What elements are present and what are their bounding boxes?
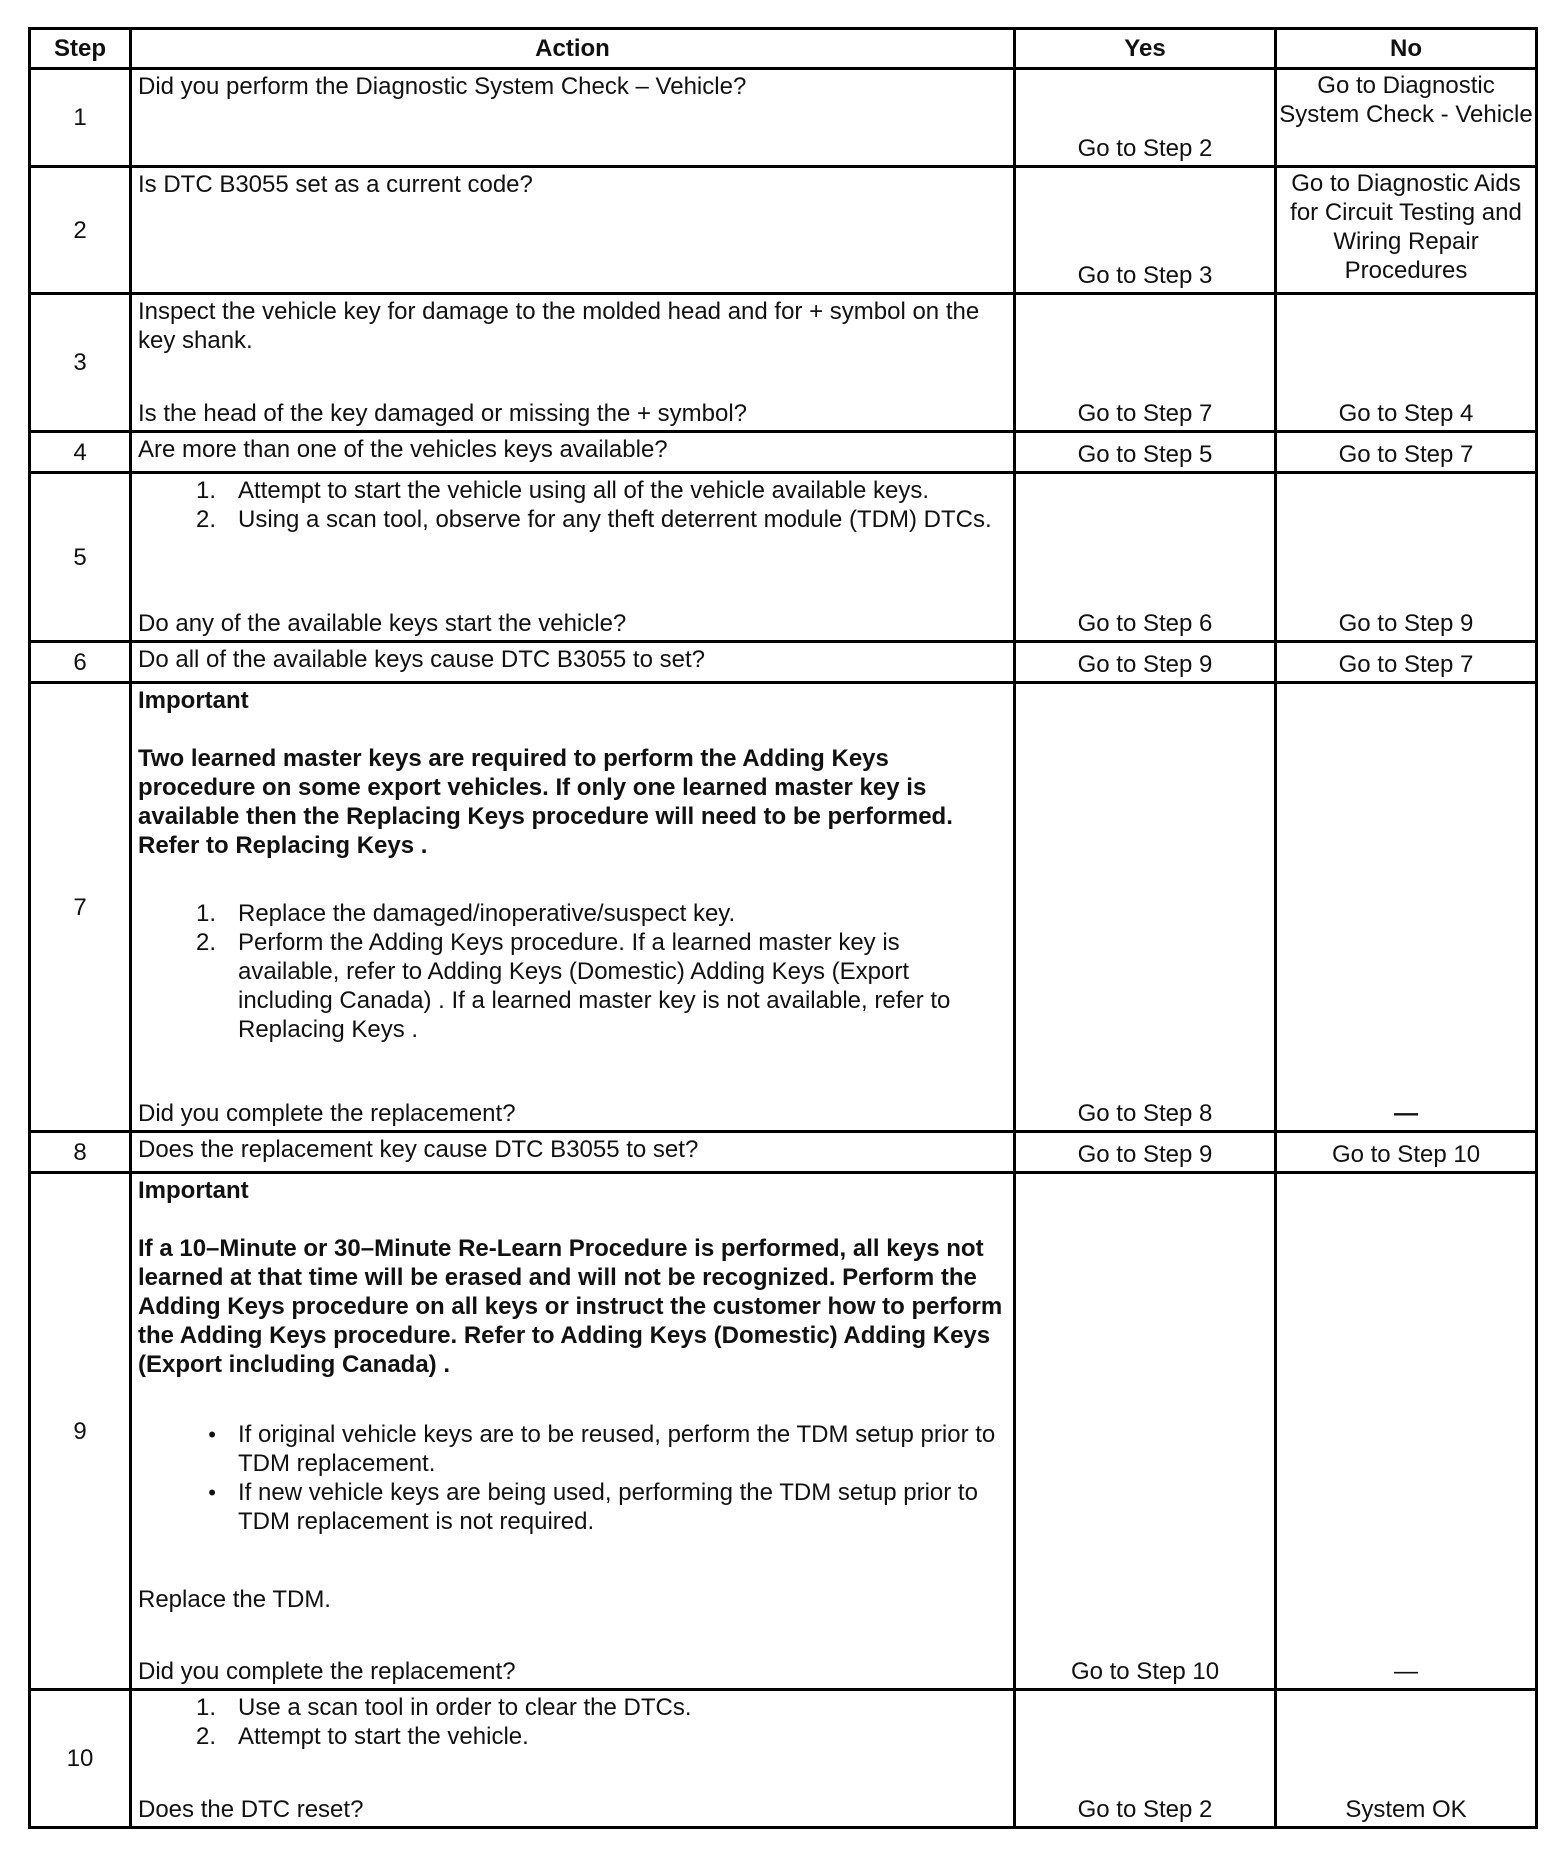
list-item: • If new vehicle keys are being used, performing the TDM setup prior to TDM replacement is not required. [208,1479,978,1535]
step-number: 2 [30,167,131,294]
table-row [30,294,1537,432]
table-row [30,69,1537,167]
action-cell [131,1690,1015,1828]
no-outcome: Go to Step 9 [1276,473,1537,642]
step-number: 1 [30,69,131,167]
procedure-list [138,899,1007,1044]
action-cell [131,1173,1015,1690]
no-outcome: — [1276,683,1537,1132]
yes-outcome: Go to Step 8 [1015,683,1276,1132]
table-row [30,473,1537,642]
no-outcome: Go to Step 7 [1276,432,1537,473]
action-cell [131,1132,1015,1173]
table-row [30,1132,1537,1173]
list-item: 2. Using a scan tool, observe for any theft deterrent module (TDM) DTCs. [195,506,992,533]
list-item: 1. Use a scan tool in order to clear the DTCs. [195,1694,692,1721]
question-text: Is the head of the key damaged or missing the + symbol? [138,400,748,427]
no-outcome: Go to Diagnostic System Check - Vehicle [1276,69,1537,167]
action-cell [131,642,1015,683]
important-label: Important [138,687,249,714]
step-number: 9 [30,1173,131,1690]
question-text: Did you complete the replacement? [138,1658,516,1685]
question-text: Is DTC B3055 set as a current code? [138,171,533,198]
procedure-list [138,1693,1007,1751]
list-item: • If original vehicle keys are to be reused, perform the TDM setup prior to TDM replacement. [208,1421,996,1477]
question-text: Did you complete the replacement? [138,1100,516,1127]
procedure-list [138,476,1007,534]
step-number: 10 [30,1690,131,1828]
yes-outcome: Go to Step 9 [1015,642,1276,683]
step-number: 7 [30,683,131,1132]
header-step: Step [30,29,131,69]
yes-outcome: Go to Step 6 [1015,473,1276,642]
question-text: Does the DTC reset? [138,1796,364,1823]
yes-outcome: Go to Step 2 [1015,69,1276,167]
action-cell [131,432,1015,473]
important-label: Important [138,1177,249,1204]
step-number: 8 [30,1132,131,1173]
table-row [30,167,1537,294]
yes-outcome: Go to Step 2 [1015,1690,1276,1828]
instruction-text: Inspect the vehicle key for damage to the molded head and for + symbol on the key shank. [138,298,980,354]
table-row [30,1690,1537,1828]
yes-outcome: Go to Step 10 [1015,1173,1276,1690]
question-text: Do any of the available keys start the vehicle? [138,610,627,637]
diagnostic-table [28,27,1538,1829]
table-row [30,642,1537,683]
list-item: 2. Attempt to start the vehicle. [195,1723,529,1750]
header-yes: Yes [1015,29,1276,69]
step-number: 3 [30,294,131,432]
action-cell [131,473,1015,642]
no-outcome: — [1276,1173,1537,1690]
step-number: 4 [30,432,131,473]
no-outcome: Go to Step 7 [1276,642,1537,683]
action-cell [131,69,1015,167]
header-no: No [1276,29,1537,69]
table-row [30,432,1537,473]
step-number: 5 [30,473,131,642]
table-row [30,683,1537,1132]
bullet-list [138,1420,1007,1536]
question-text: Are more than one of the vehicles keys available? [138,436,668,463]
no-outcome: Go to Diagnostic Aids for Circuit Testing and Wiring Repair Procedures [1276,167,1537,294]
list-item: 2. Perform the Adding Keys procedure. If a learned master key is available, refer to Adding Keys (Domestic) Adding Keys (Export including Canada) . If a learned master key is not available, refer to Replacing Keys . [195,929,951,1043]
yes-outcome: Go to Step 7 [1015,294,1276,432]
no-outcome: System OK [1276,1690,1537,1828]
action-cell [131,294,1015,432]
list-item: 1. Attempt to start the vehicle using all of the vehicle available keys. [195,477,930,504]
important-note: Two learned master keys are required to perform the Adding Keys procedure on some export vehicles. If only one learned master key is available then the Replacing Keys procedure will need to be performed. Refer to Replacing Keys . [138,745,953,859]
no-outcome: Go to Step 10 [1276,1132,1537,1173]
question-text: Do all of the available keys cause DTC B3055 to set? [138,646,705,673]
action-cell [131,683,1015,1132]
header-row [30,29,1537,69]
no-outcome: Go to Step 4 [1276,294,1537,432]
yes-outcome: Go to Step 3 [1015,167,1276,294]
table-row [30,1173,1537,1690]
instruction-text: Replace the TDM. [138,1586,331,1613]
step-number: 6 [30,642,131,683]
question-text: Does the replacement key cause DTC B3055 to set? [138,1136,699,1163]
important-note: If a 10–Minute or 30–Minute Re-Learn Procedure is performed, all keys not learned at that time will be erased and will not be recognized. Perform the Adding Keys procedure on all keys or instruct the customer how to perform the Adding Keys procedure. Refer to Adding Keys (Domestic) Adding Keys (Export including Canada) . [138,1235,1003,1378]
question-text: Did you perform the Diagnostic System Check – Vehicle? [138,73,747,100]
header-action: Action [131,29,1015,69]
yes-outcome: Go to Step 5 [1015,432,1276,473]
action-cell [131,167,1015,294]
yes-outcome: Go to Step 9 [1015,1132,1276,1173]
list-item: 1. Replace the damaged/inoperative/suspect key. [195,900,736,927]
